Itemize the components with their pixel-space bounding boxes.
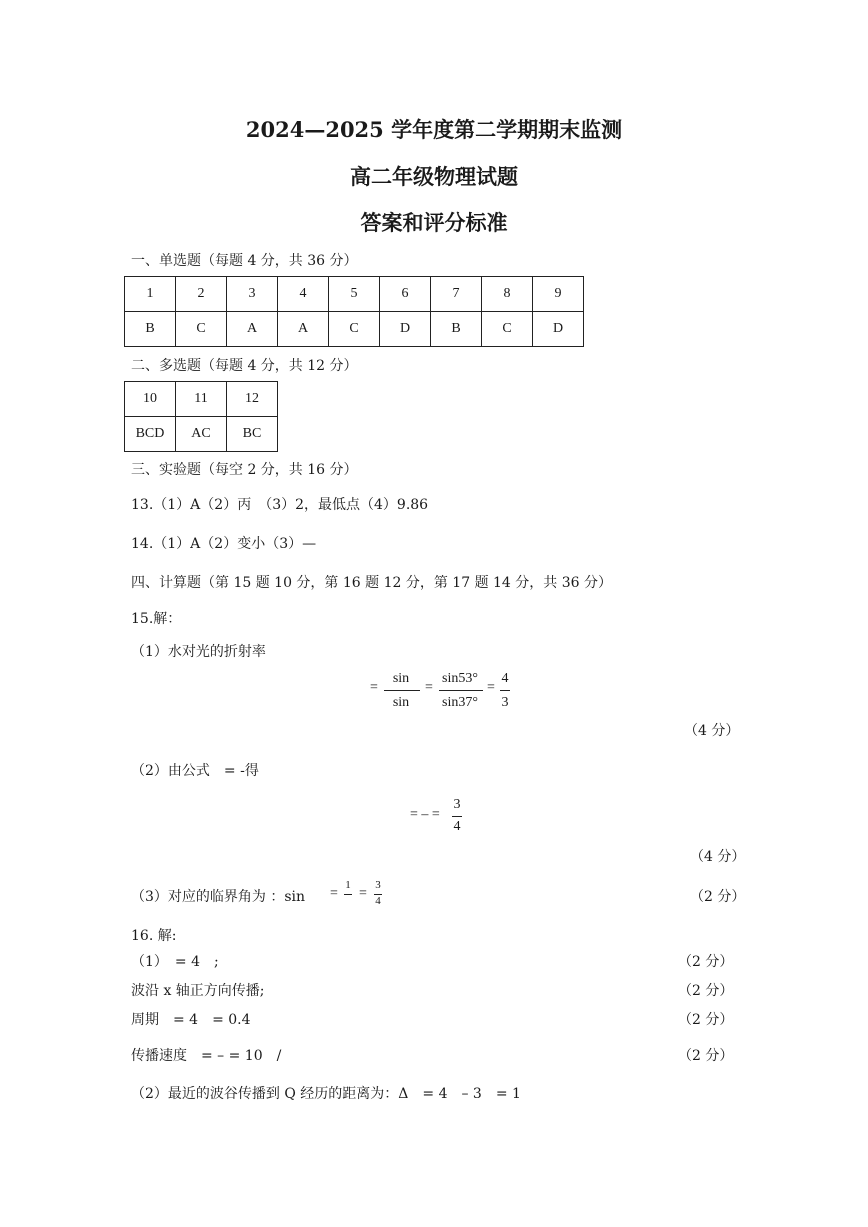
question-number-cell: 8 [482, 277, 533, 312]
question-number-cell: 5 [329, 277, 380, 312]
q16-line-1: （1） = 4 ; [131, 954, 219, 970]
q16-line-2: 波沿 x 轴正方向传播; [131, 983, 265, 999]
question-number-cell: 6 [380, 277, 431, 312]
answer-cell: A [227, 312, 278, 347]
section3-heading: 三、实验题（每空 2 分，共 16 分） [131, 462, 358, 478]
fraction-bar [452, 816, 462, 817]
eq1-denominator-2: sin37° [442, 695, 478, 710]
section4-heading: 四、计算题（第 15 题 10 分，第 16 题 12 分，第 17 题 14 分，共 36 分） [131, 575, 613, 591]
answer-cell: C [176, 312, 227, 347]
answer-cell: AC [176, 417, 227, 452]
q16-line-4: 传播速度 = – = 10 / [131, 1048, 282, 1064]
question-15-label: 15.解： [131, 611, 182, 627]
section2-heading: 二、多选题（每题 4 分，共 12 分） [131, 358, 358, 374]
single-choice-table [124, 276, 584, 347]
eq1-numerator-2: sin53° [442, 671, 478, 686]
eq1-denominator-1: sin [392, 695, 410, 710]
answer-key-title: 答案和评分标准 [360, 210, 508, 235]
fraction-bar [439, 690, 483, 691]
question-16-label: 16. 解: [131, 928, 177, 944]
multi-choice-table [124, 381, 278, 452]
answer-cell: D [533, 312, 584, 347]
section1-heading: 一、单选题（每题 4 分，共 36 分） [131, 253, 358, 269]
question-number-cell: 11 [176, 382, 227, 417]
question-number-cell: 3 [227, 277, 278, 312]
score-label: （2 分） [678, 1048, 734, 1064]
fraction-bar [344, 894, 352, 895]
score-label: （2 分） [678, 954, 734, 970]
score-label: （2 分） [678, 1012, 734, 1028]
table-row [125, 417, 278, 452]
eq2-numerator: 3 [453, 797, 461, 812]
eq1-denominator-3: 3 [501, 695, 509, 710]
question-number-cell: 9 [533, 277, 584, 312]
eq1-equals-2: = [425, 680, 433, 695]
answer-cell: A [278, 312, 329, 347]
answer-cell: D [380, 312, 431, 347]
part3-numerator-1: 1 [345, 879, 351, 891]
question-number-cell: 7 [431, 277, 482, 312]
part3-numerator-2: 3 [375, 879, 381, 891]
part3-equals-2: = [359, 886, 367, 901]
q16-line-5: （2）最近的波谷传播到 Q 经历的距离为：Δ = 4 – 3 = 1 [131, 1086, 521, 1102]
eq1-numerator-3: 4 [501, 671, 509, 686]
answer-cell: BC [227, 417, 278, 452]
q15-part2-text: （2）由公式 = -得 [131, 763, 259, 779]
q15-part1-text: （1）水对光的折射率 [131, 644, 266, 660]
fraction-bar [500, 690, 510, 691]
eq2-expression: = – = [410, 807, 440, 822]
eq2-denominator: 4 [453, 819, 461, 834]
table-row [125, 312, 584, 347]
answer-cell: B [431, 312, 482, 347]
question-number-cell: 4 [278, 277, 329, 312]
question-13-answer: 13.（1）A（2）丙 （3）2，最低点（4）9.86 [131, 497, 429, 513]
eq1-numerator-1: sin [392, 671, 410, 686]
question-14-answer: 14.（1）A（2）变小（3）— [131, 536, 317, 552]
eq1-equals-3: = [487, 680, 495, 695]
part3-equals: = [330, 886, 338, 901]
answer-cell: B [125, 312, 176, 347]
score-label: （4 分） [690, 849, 746, 865]
score-label: （4 分） [684, 723, 740, 739]
document-title: 2024—2025 学年度第二学期期末监测 [245, 117, 623, 142]
question-number-cell: 1 [125, 277, 176, 312]
table-row [125, 277, 584, 312]
score-label: （2 分） [690, 889, 746, 905]
question-number-cell: 10 [125, 382, 176, 417]
document-subtitle: 高二年级物理试题 [350, 164, 518, 189]
question-number-cell: 2 [176, 277, 227, 312]
fraction-bar [384, 690, 420, 691]
score-label: （2 分） [678, 983, 734, 999]
eq1-equals: = [370, 680, 378, 695]
question-number-cell: 12 [227, 382, 278, 417]
q15-part3-text: （3）对应的临界角为 ：sin [131, 889, 306, 905]
table-row [125, 382, 278, 417]
answer-cell: BCD [125, 417, 176, 452]
answer-cell: C [329, 312, 380, 347]
q16-line-3: 周期 = 4 = 0.4 [131, 1012, 251, 1028]
part3-denominator-2: 4 [375, 895, 381, 907]
answer-cell: C [482, 312, 533, 347]
